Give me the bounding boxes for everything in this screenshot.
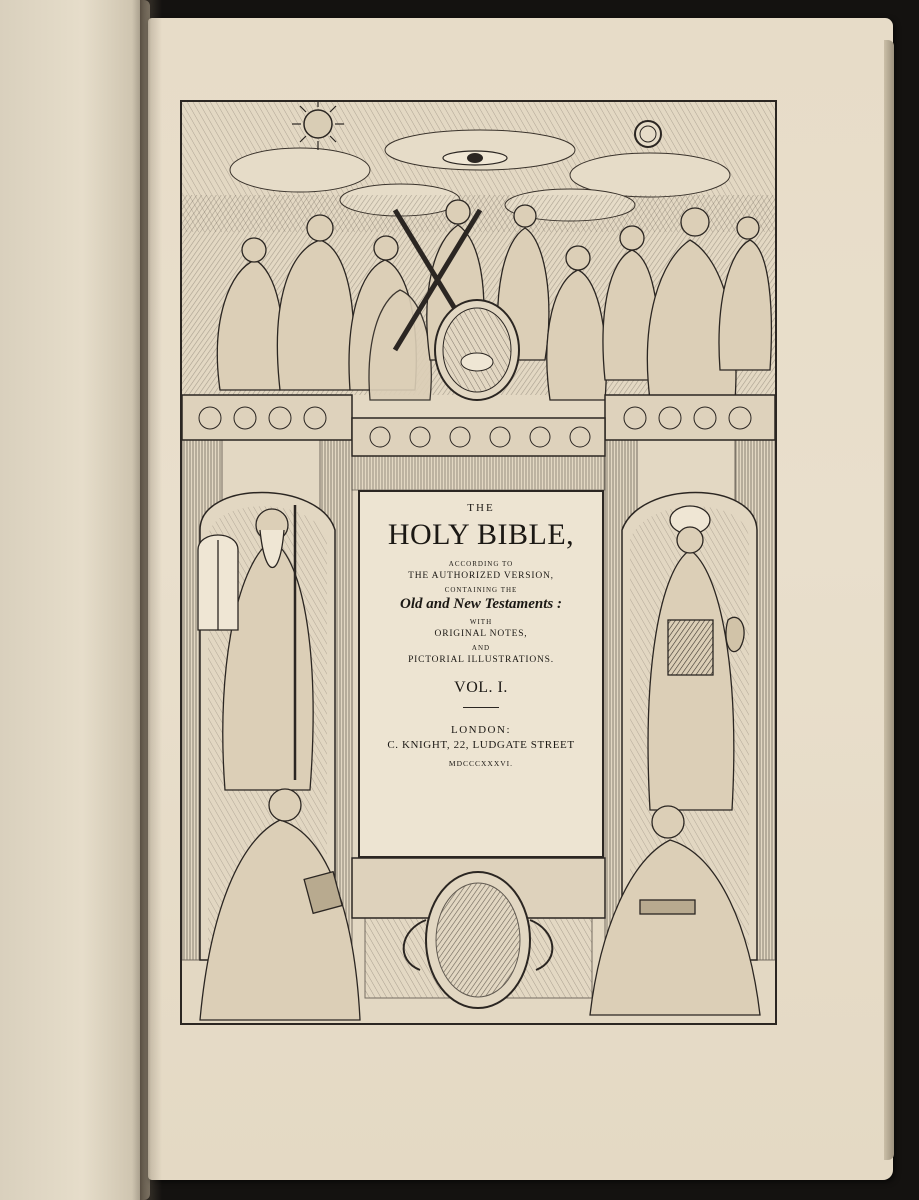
lamb-medallion: [435, 300, 519, 400]
volume-label: VOL. I.: [454, 679, 508, 696]
testaments-text: Old and New Testaments :: [400, 596, 562, 612]
divider-rule: [463, 707, 499, 708]
notes-text: ORIGINAL NOTES,: [434, 629, 528, 639]
containing-text: CONTAINING THE: [444, 586, 518, 594]
illustrations-text: PICTORIAL ILLUSTRATIONS.: [408, 655, 554, 665]
left-blank-page: [0, 0, 150, 1200]
book-gutter: [140, 0, 162, 1200]
year-label: MDCCCXXXVI.: [448, 759, 514, 768]
page-edge: [884, 40, 894, 1160]
title-panel: [358, 490, 604, 858]
moon-icon: [635, 121, 661, 147]
title-the: THE: [467, 502, 495, 514]
and-text: AND: [471, 644, 491, 652]
dove-icon: [443, 151, 507, 165]
city-label: LONDON:: [451, 724, 511, 736]
book-title: HOLY BIBLE,: [387, 518, 575, 551]
version-text: THE AUTHORIZED VERSION,: [408, 571, 554, 581]
according-to-text: ACCORDING TO: [448, 560, 514, 568]
publisher-label: C. KNIGHT, 22, LUDGATE STREET: [387, 739, 575, 751]
with-text: WITH: [469, 618, 493, 626]
